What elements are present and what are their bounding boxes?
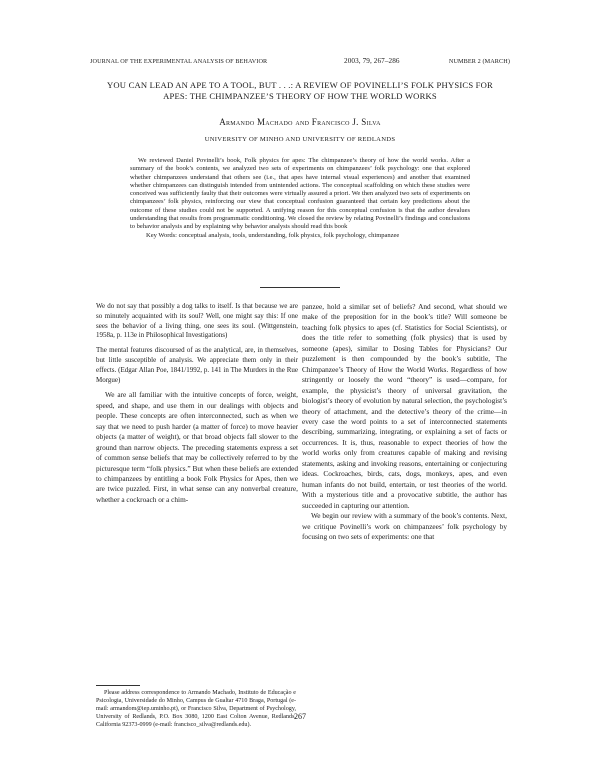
epigraph-wittgenstein: We do not say that possibly a dog talks to itself. Is that because we are so minutely acquainted with its soul? Well, one might say this: If one sees the behavior of a living thing, one sees its soul. (Wittgenstein, 1958a, p. 113e in Philosophical Investigations) <box>96 302 298 340</box>
body-paragraph: panzee, hold a similar set of beliefs? And second, what should we make of the preposition for in the book’s title? Will someone be teaching folk physics to apes (cf. Statistics for Social Scientists), or does the title refer to something (folk physics) that is used by someone (apes), similar to Dosing Tables for Physicians? Our puzzlement is then compounded by the book’s subtitle, The Chimpanzee’s Theory of How the World Works. Regardless of how stringently or loosely the word “theory” is used—compare, for example, the physicist’s theory of universal gravitation, the biologist’s theory of evolution by natural selection, the psychologist’s theory of attachment, and the detective’s theory of the crime—in every case the word points to a set of interconnected statements describing, summarizing, integrating, or explaining a set of facts or occurrences. It is, thus, reasonable to expect theories of how the world works only from creatures capable of making and revising statements, asking and invoking reasons, entertaining or conjecturing ideas. Cockroaches, birds, cats, dogs, monkeys, apes, and even human infants do not build, entertain, or test theories of the world. With a mysterious title and a provocative subtitle, the author has succeeded in capturing our attention. <box>302 302 507 510</box>
affiliation: UNIVERSITY OF MINHO AND UNIVERSITY OF REDLANDS <box>204 136 396 143</box>
abstract <box>130 157 470 240</box>
body-paragraph: We are all familiar with the intuitive concepts of force, weight, speed, and shape, and use them in our dealings with objects and people. These concepts are often interconnected, such as when we say that we need to push harder (a matter of force) to move heavier objects (a matter of weight), or that broad objects fall slower to the ground than narrow objects. The preceding statements express a set of common sense beliefs that may be collectively referred to by the picturesque term “folk physics.” But when these beliefs are extended to chimpanzees by entitling a book Folk Physics for Apes, then we are twice puzzled. First, in what sense can any nonverbal creature, whether a cockroach or a chim- <box>96 390 298 504</box>
footnote-divider <box>96 685 140 686</box>
left-column <box>96 302 298 505</box>
page-number: 267 <box>294 712 306 721</box>
abstract-text: We reviewed Daniel Povinelli’s book, Folk physics for apes: The chimpanzee’s theory of how the world works. After a summary of the book’s contents, we analyzed two sets of experiments on chimpanzees’ folk psychology: one that explored whether chimpanzees understand that others see (i.e., that apes have internal visual experiences) and another that examined whether chimpanzees can distinguish intended from unintended actions. The conceptual scaffolding on which these studies were conceived was sufficiently faulty that their outcomes were virtually assured a priori. We then analyzed two sets of experiments on chimpanzees’ folk physics, reinforcing our view that conceptual confusion guaranteed that certain key predictions about the outcome of these studies could not be supported. A unifying reason for this conceptual confusion is that the author devalues understanding that results from programmatic conditioning. We closed the review by relating Povinelli’s findings and conclusions to behavior analysis and by explaining why behavior analysis should read this book <box>130 157 470 231</box>
footnote <box>96 690 296 730</box>
section-divider <box>260 287 340 288</box>
body-paragraph: We begin our review with a summary of the book’s contents. Next, we critique Povinelli’s work on chimpanzees’ folk psychology by focusing on two sets of experiments: one that <box>302 511 507 541</box>
journal-name: JOURNAL OF THE EXPERIMENTAL ANALYSIS OF BEHAVIOR <box>90 58 268 65</box>
footnote-text: Please address correspondence to Armando Machado, Instituto de Educação e Psicologia, Universidade do Minho, Campus de Gualtar 4710 Braga, Portugal (e-mail: armandom@iep.uminho.pt), or Francisco Silva, Department of Psychology, University of Redlands, P.O. Box 3080, 1200 East Colton Avenue, Redlands, California 92373-0999 (e-mail: francisco_silva@redlands.edu). <box>96 690 296 728</box>
citation: 2003, 79, 267–286 <box>344 57 400 65</box>
keywords: Key Words: conceptual analysis, tools, understanding, folk physics, folk psychology, chimpanzee <box>146 231 400 239</box>
authors: Armando Machado and Francisco J. Silva <box>219 117 381 127</box>
epigraph-poe: The mental features discoursed of as the analytical, are, in themselves, but little susceptible of analysis. We appreciate them only in their effects. (Edgar Allan Poe, 1841/1992, p. 141 in The Murders in the Rue Morgue) <box>96 346 298 384</box>
article-title: YOU CAN LEAD AN APE TO A TOOL, BUT . . .: A REVIEW OF POVINELLI’S FOLK PHYSICS FOR APES: THE CHIMPANZEE’S THEORY OF HOW THE WORLD WORKS <box>107 80 493 101</box>
issue-number: NUMBER 2 (MARCH) <box>448 58 510 65</box>
right-column <box>302 302 507 542</box>
